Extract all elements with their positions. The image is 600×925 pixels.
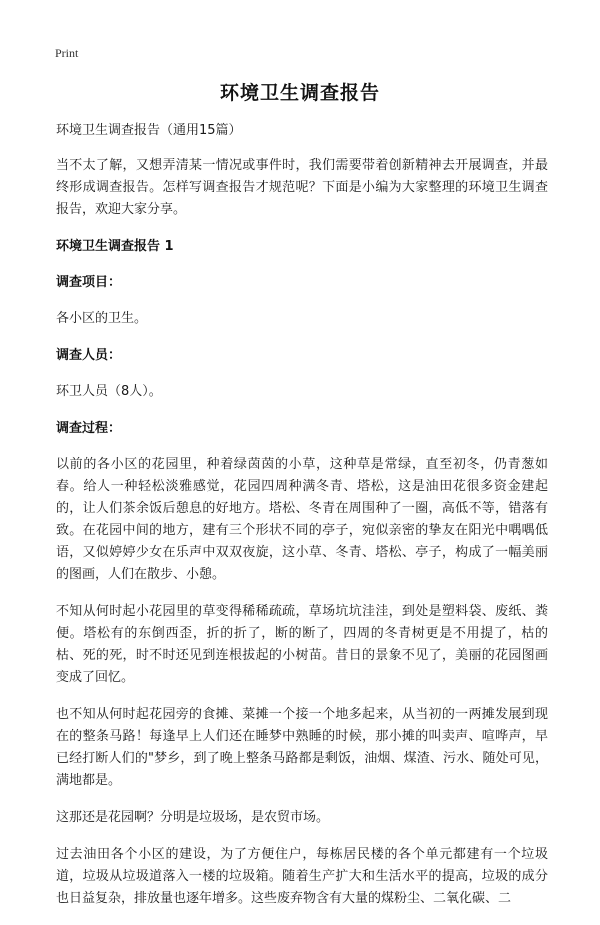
report-heading: 环境卫生调查报告 1 bbox=[56, 239, 174, 254]
document-subtitle: 环境卫生调查报告（通用15篇） bbox=[56, 123, 242, 138]
body-paragraph: 不知从何时起小花园里的草变得稀稀疏疏，草场坑坑洼洼，到处是塑料袋、废纸、粪便。塔松有的东倒西歪，折的折了，断的断了，四周的冬青树更是不用提了，枯的枯、死的死，时不时还见到连根拔起的小树苗。昔日的景象不见了，美丽的花园图画变成了回忆。 bbox=[56, 604, 548, 685]
page-title: 环境卫生调查报告 bbox=[219, 82, 380, 104]
body-paragraph: 这那还是花园啊？分明是垃圾场，是农贸市场。 bbox=[56, 810, 330, 825]
survey-item-label: 调查项目： bbox=[56, 275, 122, 290]
survey-item-value: 各小区的卫生。 bbox=[56, 311, 148, 326]
print-label: Print bbox=[55, 46, 79, 60]
survey-staff-label: 调查人员： bbox=[56, 348, 122, 363]
intro-paragraph: 当不太了解，又想弄清某一情况或事件时，我们需要带着创新精神去开展调查，并最终形成调查报告。怎样写调查报告才规范呢？下面是小编为大家整理的环境卫生调查报告，欢迎大家分享。 bbox=[56, 158, 548, 217]
body-paragraph: 过去油田各个小区的建设，为了方便住户，每栋居民楼的各个单元都建有一个垃圾道，垃圾从垃圾道落入一楼的垃圾箱。随着生产扩大和生活水平的提高，垃圾的成分也日益复杂，排放量也逐年增多。这些废弃物含有大量的煤粉尘、二氧化碳、二 bbox=[56, 847, 548, 906]
body-paragraph: 也不知从何时起花园旁的食摊、菜摊一个接一个地多起来，从当初的一两摊发展到现在的整条马路！每逢早上人们还在睡梦中熟睡的时候，那小摊的叫卖声、喧哗声，早已经打断人们的"梦乡，到了晚上整条马路都是剩饭，油烟、煤渣、污水、随处可见，满地都是。 bbox=[56, 707, 548, 788]
body-paragraph: 以前的各小区的花园里，种着绿茵茵的小草，这种草是常绿，直至初冬，仍青葱如春。给人一种轻松淡雅感觉，花园四周种满冬青、塔松，这是油田花很多资金建起的，让人们茶余饭后憩息的好地方。塔松、冬青在周围种了一圈，高低不等，错落有致。在花园中间的地方，建有三个形状不同的亭子，宛似亲密的挚友在阳光中喁喁低语，又似婷婷少女在乐声中双双夜旋，这小草、冬青、塔松、亭子，构成了一幅美丽的图画，人们在散步、小憩。 bbox=[56, 457, 548, 582]
document-body bbox=[56, 120, 548, 925]
survey-staff-value: 环卫人员（8人）。 bbox=[56, 384, 162, 399]
survey-process-label: 调查过程： bbox=[56, 421, 122, 436]
